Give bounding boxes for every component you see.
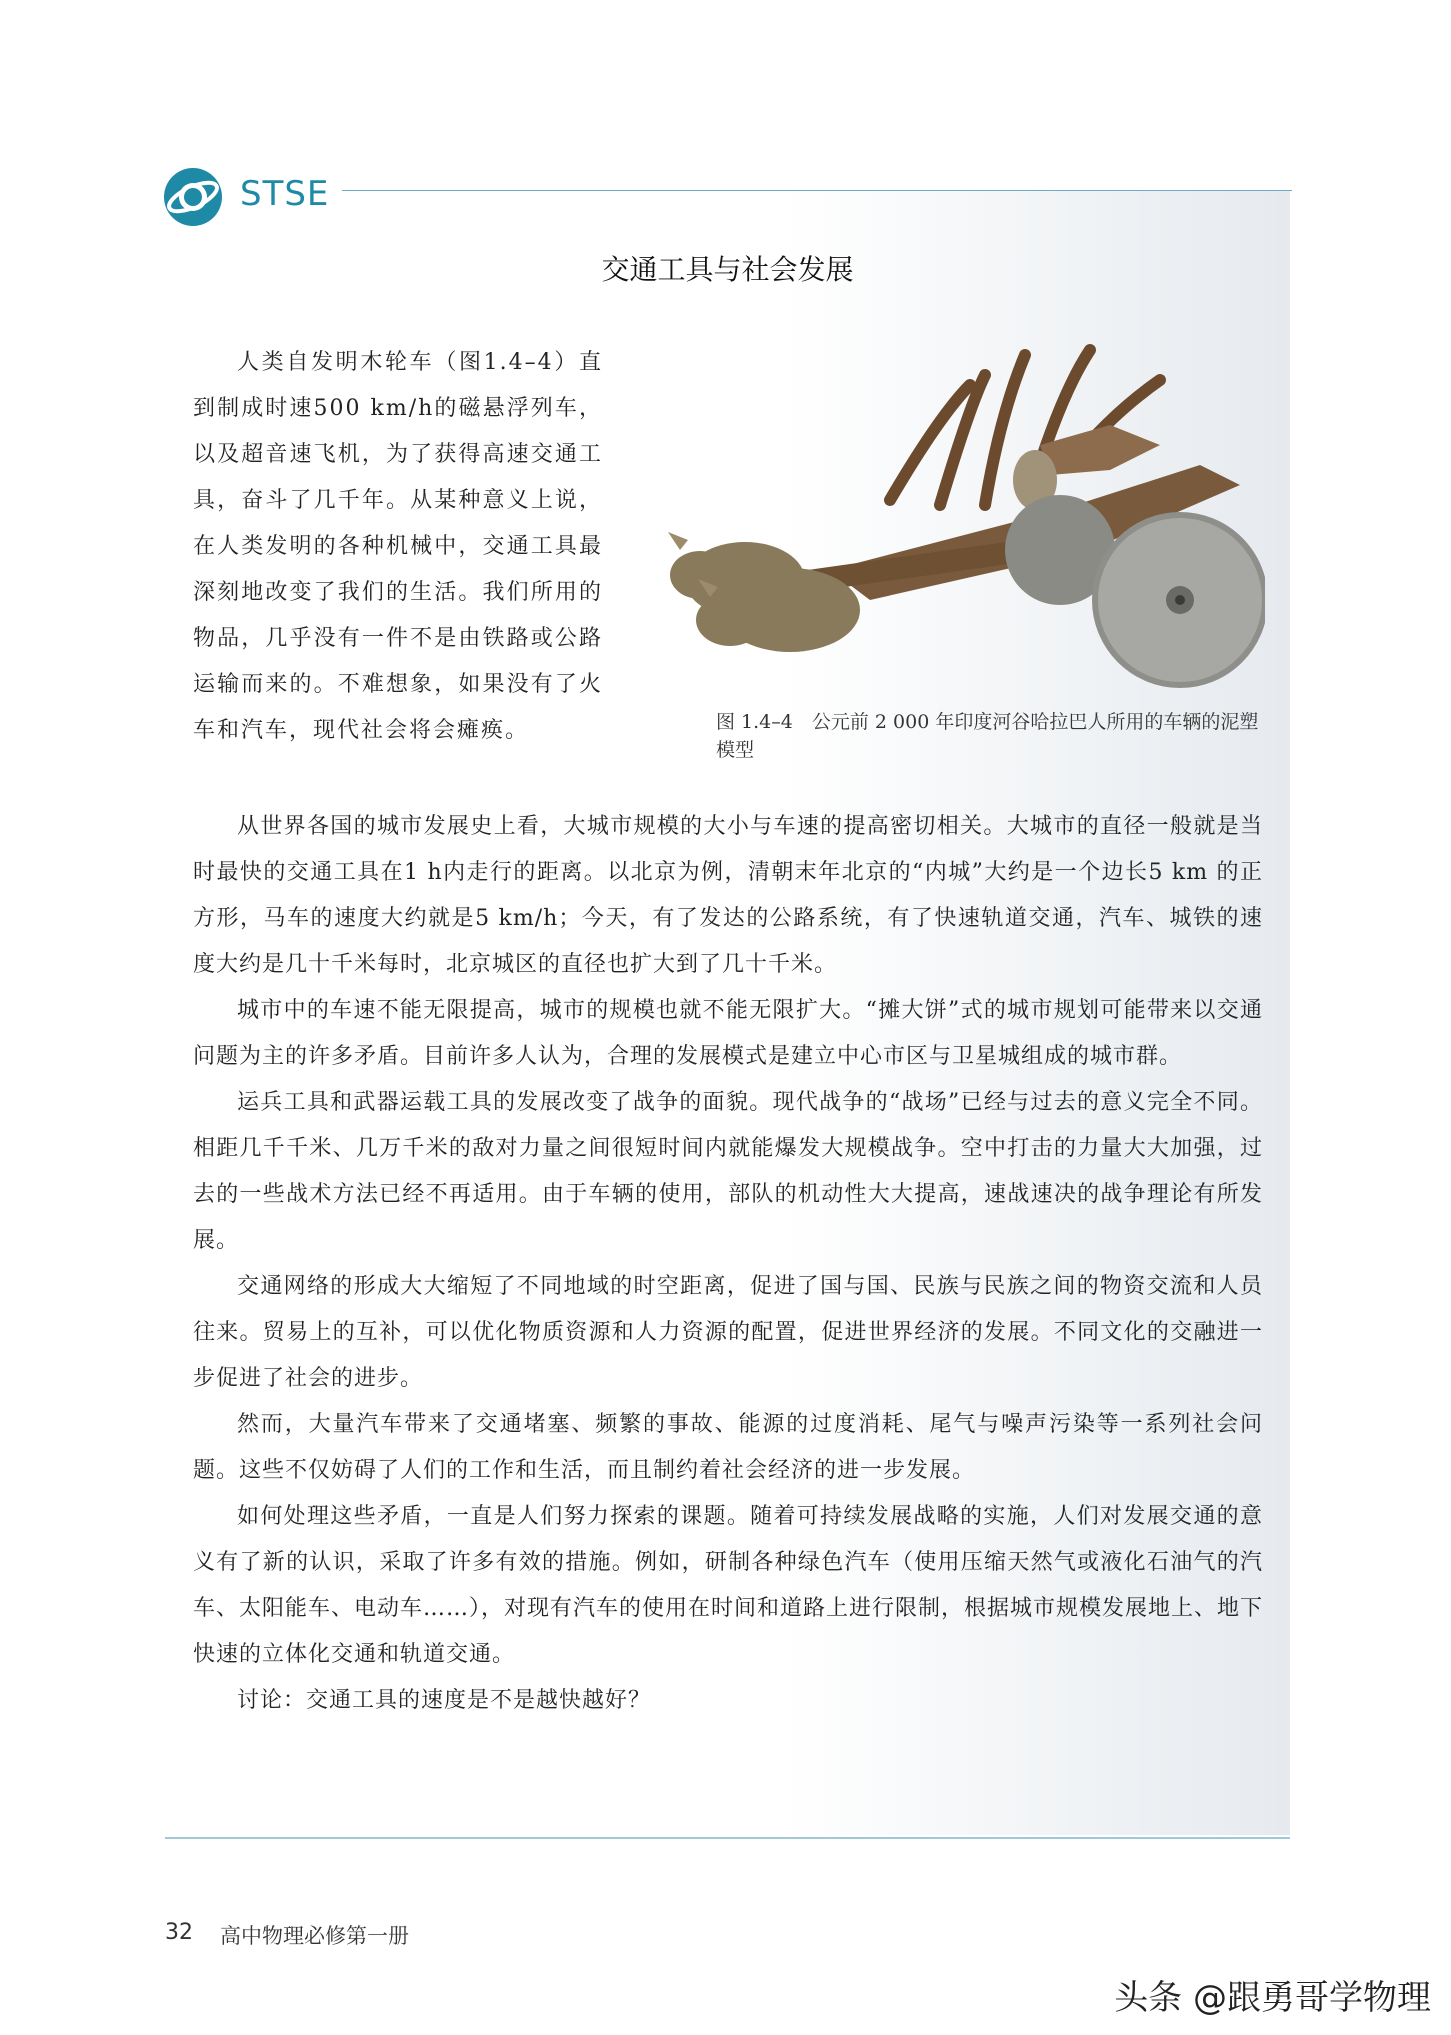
clay-cart-model-image (640, 335, 1265, 695)
page-number: 32 (165, 1920, 193, 1945)
article-title: 交通工具与社会发展 (601, 253, 854, 286)
section-header (162, 160, 1292, 230)
figure-caption: 图 1.4–4 公元前 2 000 年印度河谷哈拉巴人所用的车辆的泥塑模型 (716, 711, 1259, 761)
book-title: 高中物理必修第一册 (220, 1924, 409, 1948)
paragraph: 交通网络的形成大大缩短了不同地域的时空距离，促进了国与国、民族与民族之间的物资交流和人员往来。贸易上的互补，可以优化物质资源和人力资源的配置，促进世界经济的发展。不同文化的交融进一步促进了社会的进步。 (193, 1274, 1263, 1391)
paragraph: 如何处理这些矛盾，一直是人们努力探索的课题。随着可持续发展战略的实施，人们对发展交通的意义有了新的认识，采取了许多有效的措施。例如，研制各种绿色汽车（使用压缩天然气或液化石油气的汽车、太阳能车、电动车……），对现有汽车的使用在时间和道路上进行限制，根据城市规模发展地上、地下快速的立体化交通和轨道交通。 (193, 1504, 1264, 1667)
paragraph: 运兵工具和武器运载工具的发展改变了战争的面貌。现代战争的“战场”已经与过去的意义完全不同。相距几千千米、几万千米的敌对力量之间很短时间内就能爆发大规模战争。空中打击的力量大大加强，过去的一些战术方法已经不再适用。由于车辆的使用，部队的机动性大大提高，速战速决的战争理论有所发展。 (193, 1090, 1263, 1253)
discussion-question: 讨论：交通工具的速度是不是越快越好？ (237, 1688, 652, 1713)
divider (165, 1837, 1290, 1839)
header-rule (342, 190, 1292, 191)
watermark: 头条 @跟勇哥学物理 (1114, 1978, 1431, 2018)
stse-label: STSE (240, 174, 330, 214)
intro-paragraph: 人类自发明木轮车（图1.4–4）直到制成时速500 km/h的磁悬浮列车，以及超音速飞机，为了获得高速交通工具，奋斗了几千年。从某种意义上说，在人类发明的各种机械中，交通工具最深刻地改变了我们的生活。我们所用的物品，几乎没有一件不是由铁路或公路运输而来的。不难想象，如果没有了火车和汽车，现代社会将会瘫痪。 (193, 350, 603, 743)
paragraph: 然而，大量汽车带来了交通堵塞、频繁的事故、能源的过度消耗、尾气与噪声污染等一系列社会问题。这些不仅妨碍了人们的工作和生活，而且制约着社会经济的进一步发展。 (193, 1412, 1263, 1483)
body-text (193, 804, 1263, 1724)
paragraph: 城市中的车速不能无限提高，城市的规模也就不能无限扩大。“摊大饼”式的城市规划可能带来以交通问题为主的许多矛盾。目前许多人认为，合理的发展模式是建立中心市区与卫星城组成的城市群。 (193, 998, 1263, 1069)
paragraph: 从世界各国的城市发展史上看，大城市规模的大小与车速的提高密切相关。大城市的直径一般就是当时最快的交通工具在1 h内走行的距离。以北京为例，清朝末年北京的“内城”大约是一个边长5 km 的正方形，马车的速度大约就是5 km/h；今天，有了发达的公路系统，有了快速轨道交通，汽车、城铁的速度大约是几十千米每时，北京城区的直径也扩大到了几十千米。 (193, 814, 1263, 977)
globe-icon (162, 166, 224, 228)
